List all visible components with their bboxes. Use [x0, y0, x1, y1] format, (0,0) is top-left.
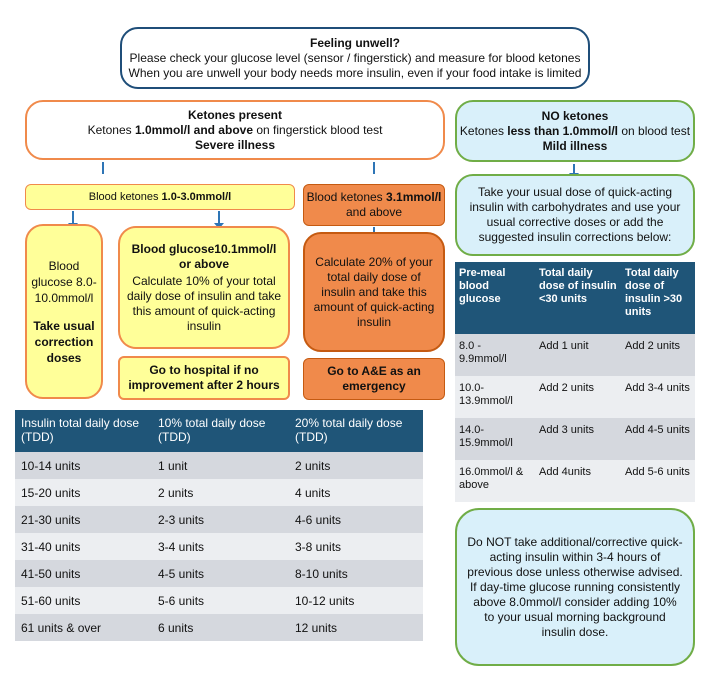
- blood-ketones-high-box: Blood ketones 3.1mmol/l and above: [303, 184, 445, 226]
- no-ketones-title: NO ketones: [541, 108, 609, 123]
- table-header-cell: Insulin total daily dose (TDD): [15, 410, 152, 452]
- ketones-present-box: [25, 100, 445, 160]
- arrow-down-icon: [72, 211, 74, 224]
- hospital-text: Go to hospital if no improvement after 2 hours: [128, 363, 280, 392]
- glucose-high-title: Blood glucose10.1mmol/l or above: [131, 241, 277, 271]
- warning-text-1: Do NOT take additional/corrective quick-acting insulin within 3-4 hours of previous dose unless otherwise advised.: [467, 534, 683, 579]
- table-row: 61 units & over 6 units 12 units: [15, 614, 423, 641]
- table-row: 10-14 units 1 unit 2 units: [15, 452, 423, 479]
- table-row: 31-40 units 3-4 units 3-8 units: [15, 533, 423, 560]
- glucose-low-action: Take usual correction doses: [33, 318, 95, 365]
- table-row: 16.0mmol/l & above Add 4units Add 5-6 units: [455, 460, 695, 502]
- glucose-low-box: [25, 224, 103, 399]
- hospital-box: [118, 356, 290, 400]
- ketones-present-title: Ketones present: [187, 107, 283, 122]
- table-header-cell: Total daily dose of insulin <30 units: [535, 262, 621, 334]
- connector-line: [373, 162, 375, 174]
- header-box: [120, 27, 590, 89]
- mild-instructions-text: Take your usual dose of quick-acting insulin with carbohydrates and use your usual corrective doses or add the suggested insulin corrections below:: [469, 185, 681, 244]
- header-line1: Please check your glucose level (sensor / fingerstick) and measure for blood ketones: [129, 50, 581, 65]
- calc-20-box: [303, 232, 445, 352]
- calc-20-text: Calculate 20% of your total daily dose of insulin and take this amount of quick-acting insulin: [313, 254, 435, 329]
- glucose-high-box: [118, 226, 290, 349]
- table-row: 14.0- 15.9mmol/l Add 3 units Add 4-5 units: [455, 418, 695, 460]
- glucose-high-text: Calculate 10% of your total daily dose of insulin and take this amount of quick-acting insulin: [126, 273, 282, 333]
- table-header-row: [15, 410, 423, 452]
- table-header-cell: Total daily dose of insulin >30 units: [621, 262, 695, 334]
- table-row: 41-50 units 4-5 units 8-10 units: [15, 560, 423, 587]
- ketones-present-line: Ketones 1.0mmol/l and above on fingerstick blood test: [87, 122, 383, 137]
- table-header-cell: 10% total daily dose (TDD): [152, 410, 289, 452]
- ae-text: Go to A&E as an emergency: [327, 364, 421, 393]
- warning-text-2: If day-time glucose running consistently above 8.0mmol/l consider adding 10% to your usual morning background insulin dose.: [469, 579, 681, 639]
- tdd-table: [15, 410, 423, 641]
- mild-instructions-box: [455, 174, 695, 256]
- glucose-low-text: Blood glucose 8.0-10.0mmol/l: [31, 258, 97, 305]
- blood-ketones-low-box: Blood ketones 1.0-3.0mmol/l: [25, 184, 295, 210]
- table-row: 8.0 - 9.9mmol/l Add 1 unit Add 2 units: [455, 334, 695, 376]
- table-row: 21-30 units 2-3 units 4-6 units: [15, 506, 423, 533]
- connector-line: [102, 162, 104, 174]
- table-row: 15-20 units 2 units 4 units: [15, 479, 423, 506]
- ae-box: [303, 358, 445, 400]
- arrow-down-icon: [573, 164, 575, 174]
- arrow-down-icon: [218, 211, 220, 224]
- no-ketones-line: Ketones less than 1.0mmol/l on blood test: [459, 123, 691, 138]
- no-ketones-box: [455, 100, 695, 162]
- severe-illness-label: Severe illness: [194, 137, 276, 152]
- table-header-row: [455, 262, 695, 334]
- table-header-cell: 20% total daily dose (TDD): [289, 410, 423, 452]
- table-header-cell: Pre-meal blood glucose: [455, 262, 535, 334]
- warning-box: [455, 508, 695, 666]
- header-title: Feeling unwell?: [309, 35, 400, 50]
- header-line2: When you are unwell your body needs more insulin, even if your food intake is limited: [128, 65, 582, 80]
- table-row: 51-60 units 5-6 units 10-12 units: [15, 587, 423, 614]
- table-row: 10.0- 13.9mmol/l Add 2 units Add 3-4 units: [455, 376, 695, 418]
- correction-table: [455, 262, 695, 502]
- mild-illness-label: Mild illness: [542, 138, 608, 153]
